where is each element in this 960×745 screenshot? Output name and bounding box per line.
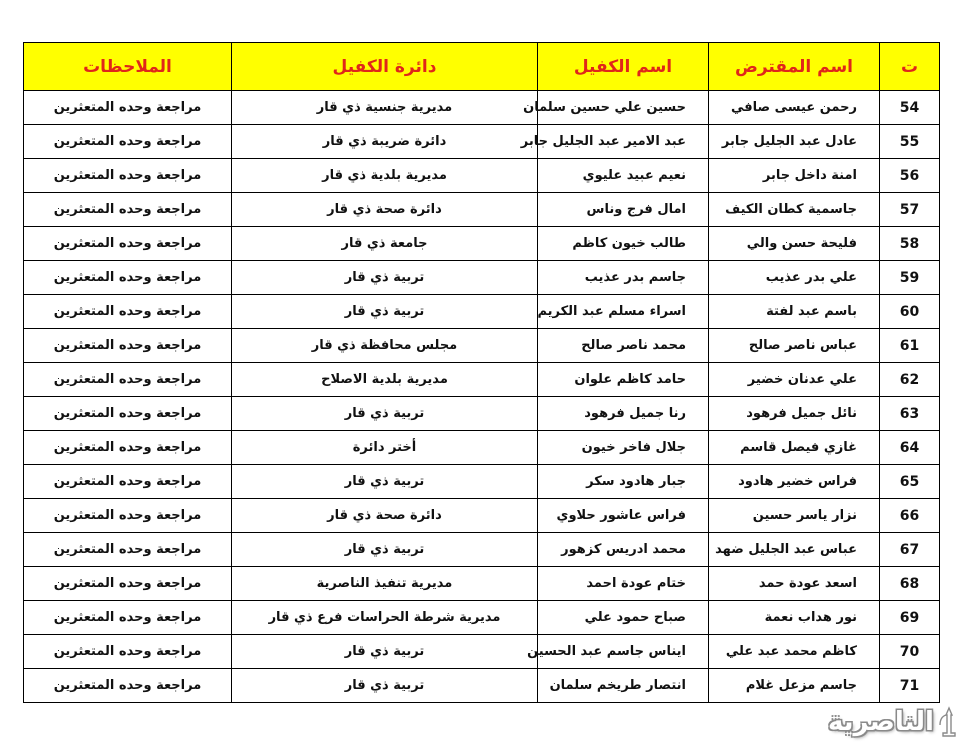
cell-borrower: عباس عبد الجليل ضهد — [709, 533, 880, 567]
cell-guarantor: محمد ناصر صالح — [538, 329, 709, 363]
cell-notes: مراجعة وحده المتعثرين — [24, 397, 232, 431]
cell-notes: مراجعة وحده المتعثرين — [24, 533, 232, 567]
cell-number: 71 — [880, 669, 940, 703]
cell-guarantor: عبد الامير عبد الجليل جابر — [538, 125, 709, 159]
cell-borrower: غازي فيصل قاسم — [709, 431, 880, 465]
cell-borrower: جاسمية كطان الكيف — [709, 193, 880, 227]
cell-guarantor: جبار هادود سكر — [538, 465, 709, 499]
cell-department: دائرة صحة ذي قار — [232, 499, 538, 533]
watermark-logo — [828, 703, 956, 741]
cell-number: 66 — [880, 499, 940, 533]
cell-department: مديرية تنفيذ الناصرية — [232, 567, 538, 601]
cell-notes: مراجعة وحده المتعثرين — [24, 363, 232, 397]
table-row — [24, 635, 940, 669]
table-row — [24, 567, 940, 601]
cell-guarantor: نعيم عبيد عليوي — [538, 159, 709, 193]
cell-guarantor: رنا جميل فرهود — [538, 397, 709, 431]
table-row — [24, 601, 940, 635]
table-row — [24, 227, 940, 261]
cell-notes: مراجعة وحده المتعثرين — [24, 601, 232, 635]
cell-borrower: كاظم محمد عبد علي — [709, 635, 880, 669]
cell-borrower: فراس خضير هادود — [709, 465, 880, 499]
cell-number: 69 — [880, 601, 940, 635]
header-notes: الملاحظات — [24, 43, 232, 91]
cell-department: جامعة ذي قار — [232, 227, 538, 261]
cell-number: 61 — [880, 329, 940, 363]
table-row — [24, 397, 940, 431]
cell-department: تربية ذي قار — [232, 261, 538, 295]
cell-department: تربية ذي قار — [232, 533, 538, 567]
cell-number: 54 — [880, 91, 940, 125]
cell-guarantor: امال فرج وناس — [538, 193, 709, 227]
cell-guarantor: طالب خيون كاظم — [538, 227, 709, 261]
table-row — [24, 669, 940, 703]
cell-notes: مراجعة وحده المتعثرين — [24, 499, 232, 533]
cell-notes: مراجعة وحده المتعثرين — [24, 431, 232, 465]
cell-number: 59 — [880, 261, 940, 295]
cell-department: دائرة ضريبة ذي قار — [232, 125, 538, 159]
cell-notes: مراجعة وحده المتعثرين — [24, 669, 232, 703]
cell-number: 55 — [880, 125, 940, 159]
cell-department: تربية ذي قار — [232, 669, 538, 703]
table-row — [24, 499, 940, 533]
cell-guarantor: محمد ادريس كزهور — [538, 533, 709, 567]
cell-borrower: عادل عبد الجليل جابر — [709, 125, 880, 159]
cell-number: 64 — [880, 431, 940, 465]
cell-number: 60 — [880, 295, 940, 329]
table-header-row — [24, 43, 940, 91]
cell-department: مجلس محافظة ذي قار — [232, 329, 538, 363]
table-row — [24, 431, 940, 465]
table-row — [24, 193, 940, 227]
cell-borrower: نائل جميل فرهود — [709, 397, 880, 431]
cell-department: تربية ذي قار — [232, 465, 538, 499]
cell-department: أختر دائرة — [232, 431, 538, 465]
cell-notes: مراجعة وحده المتعثرين — [24, 227, 232, 261]
cell-guarantor: صباح حمود علي — [538, 601, 709, 635]
cell-borrower: اسعد عودة حمد — [709, 567, 880, 601]
header-department: دائرة الكفيل — [232, 43, 538, 91]
cell-department: تربية ذي قار — [232, 635, 538, 669]
guarantor-list-table — [23, 42, 940, 703]
cell-guarantor: حسين علي حسين سلمان — [538, 91, 709, 125]
cell-guarantor: ايناس جاسم عبد الحسين — [538, 635, 709, 669]
cell-number: 70 — [880, 635, 940, 669]
table-body — [24, 91, 940, 703]
cell-borrower: علي بدر عذيب — [709, 261, 880, 295]
cell-borrower: امنة داخل جابر — [709, 159, 880, 193]
table-row — [24, 125, 940, 159]
header-guarantor: اسم الكفيل — [538, 43, 709, 91]
cell-number: 68 — [880, 567, 940, 601]
cell-number: 62 — [880, 363, 940, 397]
cell-number: 67 — [880, 533, 940, 567]
cell-guarantor: حامد كاظم علوان — [538, 363, 709, 397]
cell-borrower: نور هداب نعمة — [709, 601, 880, 635]
cell-guarantor: انتصار طريخم سلمان — [538, 669, 709, 703]
cell-borrower: علي عدنان خضير — [709, 363, 880, 397]
cell-notes: مراجعة وحده المتعثرين — [24, 261, 232, 295]
cell-borrower: باسم عبد لفتة — [709, 295, 880, 329]
cell-guarantor: ختام عودة احمد — [538, 567, 709, 601]
cell-department: دائرة صحة ذي قار — [232, 193, 538, 227]
header-borrower: اسم المقترض — [709, 43, 880, 91]
cell-notes: مراجعة وحده المتعثرين — [24, 465, 232, 499]
cell-number: 65 — [880, 465, 940, 499]
header-number: ت — [880, 43, 940, 91]
cell-notes: مراجعة وحده المتعثرين — [24, 159, 232, 193]
cell-notes: مراجعة وحده المتعثرين — [24, 125, 232, 159]
cell-notes: مراجعة وحده المتعثرين — [24, 567, 232, 601]
cell-guarantor: جاسم بدر عذيب — [538, 261, 709, 295]
cell-department: مديرية بلدية ذي قار — [232, 159, 538, 193]
cell-department: مديرية جنسية ذي قار — [232, 91, 538, 125]
cell-guarantor: جلال فاخر خيون — [538, 431, 709, 465]
cell-notes: مراجعة وحده المتعثرين — [24, 295, 232, 329]
cell-department: تربية ذي قار — [232, 295, 538, 329]
cell-number: 63 — [880, 397, 940, 431]
cell-department: تربية ذي قار — [232, 397, 538, 431]
table-row — [24, 465, 940, 499]
table-row — [24, 295, 940, 329]
cell-notes: مراجعة وحده المتعثرين — [24, 193, 232, 227]
table-row — [24, 261, 940, 295]
cell-borrower: عباس ناصر صالح — [709, 329, 880, 363]
cell-number: 57 — [880, 193, 940, 227]
minaret-logo-icon — [938, 707, 960, 737]
table-row — [24, 329, 940, 363]
cell-notes: مراجعة وحده المتعثرين — [24, 329, 232, 363]
cell-guarantor: فراس عاشور حلاوي — [538, 499, 709, 533]
cell-notes: مراجعة وحده المتعثرين — [24, 91, 232, 125]
table-row — [24, 363, 940, 397]
cell-department: مديرية بلدية الاصلاح — [232, 363, 538, 397]
table-row — [24, 159, 940, 193]
table-row — [24, 91, 940, 125]
cell-department: مديرية شرطة الحراسات فرع ذي قار — [232, 601, 538, 635]
cell-number: 58 — [880, 227, 940, 261]
table-row — [24, 533, 940, 567]
cell-notes: مراجعة وحده المتعثرين — [24, 635, 232, 669]
watermark-text: الناصرية — [828, 707, 934, 737]
cell-borrower: رحمن عيسى صافي — [709, 91, 880, 125]
cell-borrower: نزار ياسر حسين — [709, 499, 880, 533]
cell-number: 56 — [880, 159, 940, 193]
cell-borrower: فليحة حسن والي — [709, 227, 880, 261]
cell-guarantor: اسراء مسلم عبد الكريم — [538, 295, 709, 329]
cell-borrower: جاسم مزعل غلام — [709, 669, 880, 703]
